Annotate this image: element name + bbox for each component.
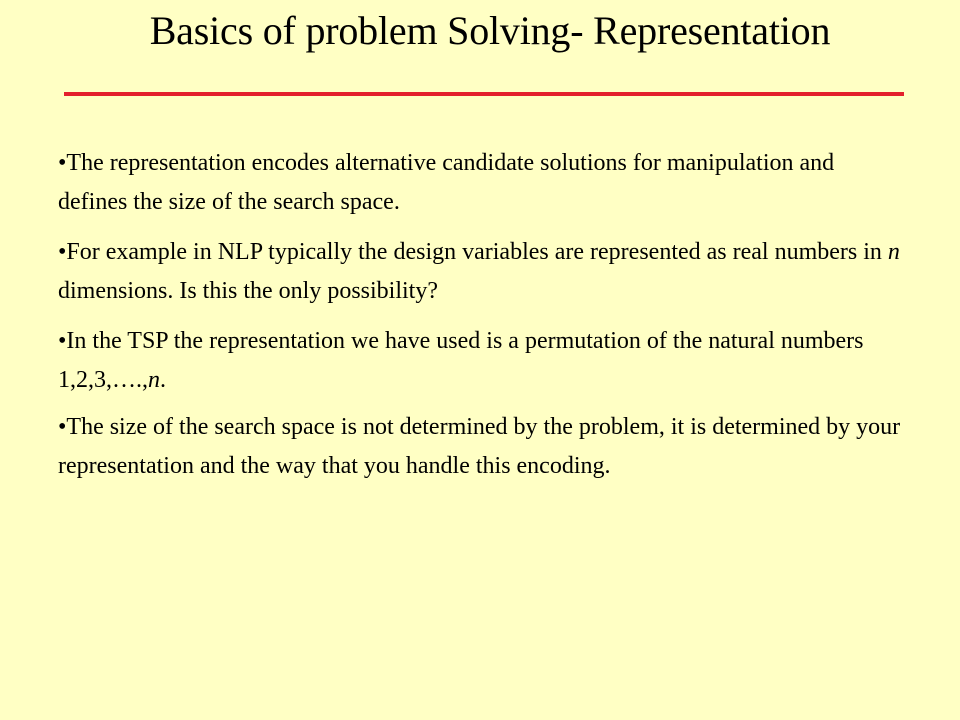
italic-variable-n: n (148, 367, 160, 393)
bullet-text-before: In the TSP the representation we have used is a permutation of the natural numbers 1,2,3,…., (58, 328, 864, 393)
bullet-text: The representation encodes alternative candidate solutions for manipulation and defines the size of the search space. (58, 150, 835, 215)
bullet-dot: • (58, 328, 67, 354)
bullet-dot: • (58, 150, 67, 176)
bullet-text-before: For example in NLP typically the design variables are represented as real numbers in (66, 239, 888, 265)
bullet-item-nlp-example (58, 233, 908, 311)
bullet-text-after: dimensions. Is this the only possibility? (58, 278, 439, 304)
slide-title: Basics of problem Solving- Representation (149, 8, 831, 53)
bullet-item-search-space-size (58, 408, 908, 486)
title-underline-rule (64, 92, 904, 96)
bullet-text-after: . (160, 367, 166, 393)
bullet-text: The size of the search space is not determined by the problem, it is determined by your representation and the way that you handle this encoding. (58, 414, 901, 479)
italic-variable-n: n (887, 239, 900, 265)
bullet-item-tsp-permutation (58, 322, 908, 400)
bullet-dot: • (58, 414, 67, 440)
bullet-dot: • (58, 239, 67, 265)
bullet-item-representation-encodes (58, 144, 908, 222)
bullet-list (58, 144, 908, 497)
